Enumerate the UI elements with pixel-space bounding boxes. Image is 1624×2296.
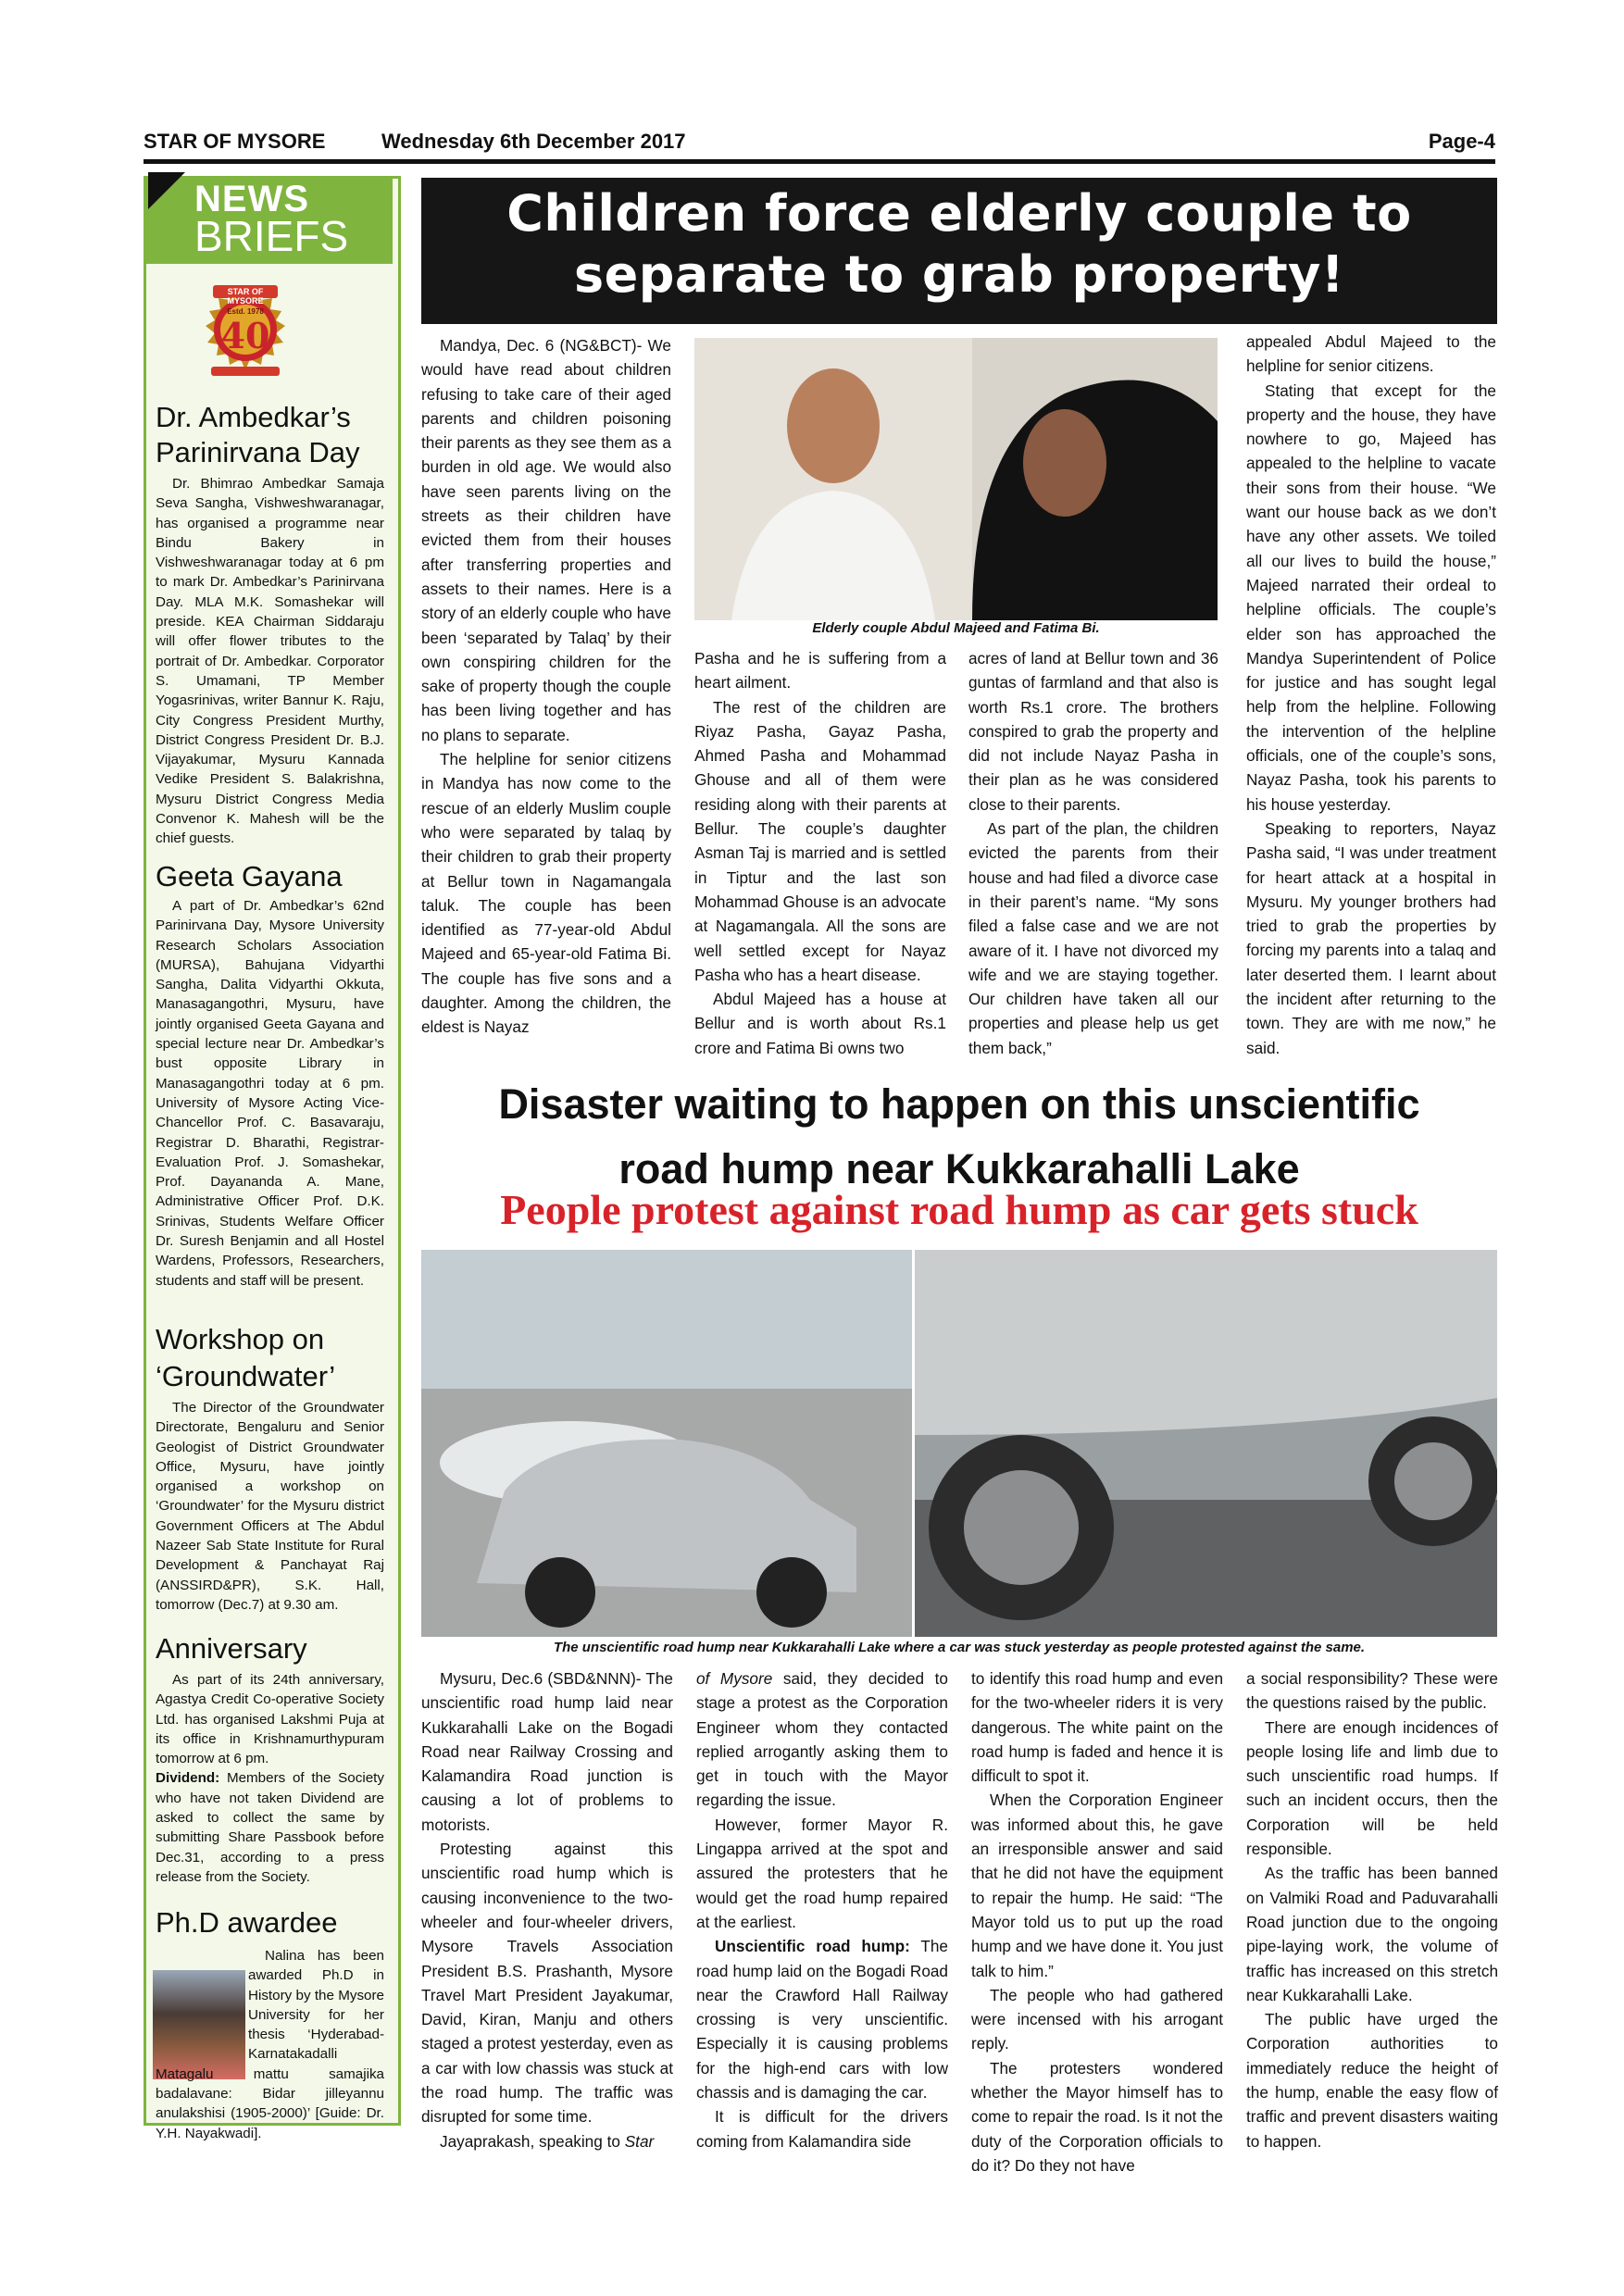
story2-column-4 <box>1246 1666 1498 2153</box>
paragraph: Protesting against this unscientific road hump which is causing inconvenience to the two-wheeler and four-wheeler drivers, Mysore Travels Association President B.S. Prashanth, Mysore Travel Mart President Jayakumar, David, Kiran, Manju and others staged a protest yesterday, even as a car with low chassis was stuck at the road hump. The traffic was disrupted for some time. <box>421 1840 673 2127</box>
paragraph: As the traffic has been banned on Valmiki Road and Paduvarahalli Road junction due to the ongoing pipe-laying work, the volume of traffic has increased on this stretch near Kukkarahalli Lake. <box>1246 1864 1498 2004</box>
brief-heading: Workshop on <box>156 1323 325 1355</box>
story2-column-1 <box>421 1666 673 2153</box>
logo-number: 40 <box>220 315 270 356</box>
story1-headline <box>421 183 1497 306</box>
paragraph: When the Corporation Engineer was informed about this, he gave an irresponsible answer and said that he did not have the equipment to repair the hump. He said: “The Mayor told us to put up the road hump and we have done it. You just talk to him.” <box>971 1791 1223 1980</box>
logo-estd: Estd. 1978 <box>227 307 264 316</box>
story1-column-1 <box>421 333 671 1040</box>
paragraph <box>696 1934 948 2104</box>
paragraph: appealed Abdul Majeed to the helpline for senior citizens. <box>1246 332 1496 376</box>
paragraph: The rest of the children are Riyaz Pasha, Gayaz Pasha, Ahmed Pasha and Mohammad Ghouse and all of them were residing along with their parents at Bellur. The couple’s daughter Asman Taj is married and is settled in Tiptur and the last son Mohammad Ghouse is an advocate at Nagamangala. All the sons are well settled except for Nayaz Pasha who has a heart disease. <box>694 697 946 984</box>
page-number: Page-4 <box>1428 130 1495 153</box>
paragraph: acres of land at Bellur town and 36 guntas of farmland and that also is worth Rs.1 crore. The brothers conspired to grab the property and did not include Nayaz Pasha in their plan as he was considered close to their parents. <box>968 649 1218 814</box>
parked-cars-photo <box>421 1250 912 1637</box>
headline-line: separate to grab property! <box>574 245 1344 304</box>
paragraph: a social responsibility? These were the questions raised by the public. <box>1246 1669 1498 1713</box>
story1-column-3 <box>968 646 1218 1060</box>
brief-body: Dr. Bhimrao Ambedkar Samaja Seva Sangha, Vishweshwaranagar, has organised a programme near Bindu Bakery in Vishweshwaranagar today at 6 pm to mark Dr. Ambedkar’s Parinirvana Day. MLA M.K. Somashekar will preside. KEA Chairman Siddaraju will offer flower tributes to the portrait of Dr. Ambedkar. Corporator S. Umamani, TP Member Yogasrinivas, writer Bannur K. Raju, City Congress President Murthy, District Congress President Dr. B.J. Vijayakumar, Mysuru Kannada Vedike President S. Balakrishna, Mysuru District Congress Media Convenor K. Mahesh will be the chief guests. <box>156 476 384 847</box>
elderly-couple-photo <box>694 338 1218 620</box>
paragraph: to identify this road hump and even for the two-wheeler riders it is very dangerous. The white paint on the road hump is faded and hence it is difficult to spot it. <box>971 1669 1223 1786</box>
paragraph: It is difficult for the drivers coming from Kalamandira side <box>696 2107 948 2151</box>
story1-column-4 <box>1246 330 1496 1060</box>
brief-text: Nalina has been awarded Ph.D in History by the Mysore University for her thesis ‘Hyderabad-Karnatakadalli Matagalu mattu samajika badalavane: Bidar jilleyannu anulakshisi (1905-2000)’ [Guide: Dr. Y.H. Nayakwadi]. <box>156 1948 384 2141</box>
brief-body <box>156 1670 384 1887</box>
paragraph: The protesters wondered whether the Mayor himself has to come to repair the road. Is it not the duty of the Corporation officials to do it? Do they not have <box>971 2058 1223 2175</box>
brief-body: The Director of the Groundwater Directorate, Bengaluru and Senior Geologist of District Groundwater Office, Mysuru, have jointly organised a workshop on ‘Groundwater’ for the Mysuru district Government Officers at The Abdul Nazeer Sab State Institute for Rural Development & Panchayat Raj (ANSSIRD&PR), S.K. Hall, tomorrow (Dec.7) at 9.30 am. <box>156 1400 384 1613</box>
paragraph: Speaking to reporters, Nayaz Pasha said, “I was under treatment for heart attack at a hospital in Mysuru. My younger brothers had tried to grab the properties by forcing my parents into a talaq and later deserted them. I learnt about the incident after returning to the town. They are with me now,” he said. <box>1246 818 1496 1057</box>
photo-spacer <box>156 1946 248 2061</box>
paper-name: STAR OF MYSORE <box>144 130 326 153</box>
paragraph: Abdul Majeed has a house at Bellur and is worth about Rs.1 crore and Fatima Bi owns two <box>694 990 946 1057</box>
paragraph <box>421 2129 673 2153</box>
brief-body <box>156 1946 384 2143</box>
headline-line: Disaster waiting to happen on this unscientific <box>498 1080 1420 1128</box>
story2-subhead: People protest against road hump as car gets stuck <box>500 1186 1418 1233</box>
briefs-label: BRIEFS <box>194 212 349 260</box>
italic-text: Star <box>624 2131 655 2151</box>
brief-heading: Anniversary <box>156 1632 307 1665</box>
brief-body: A part of Dr. Ambedkar’s 62nd Parinirvana Day, Mysore University Research Scholars Association (MURSA), Bahujana Vidyarthi Sangha, Dalita Vidyarthi Okkuta, Manasagangothri, Mysuru, have jointly organised Geeta Gayana and special lecture near Dr. Ambedkar’s bust opposite Library in Manasagangothri today at 6 pm. University of Mysore Acting Vice-Chancellor Prof. C. Basavaraju, Registrar D. Bharathi, Registrar-Evaluation Prof. J. Somashekar, Prof. Dayananda A. Mane, Administrative Officer Prof. D.K. Srinivas, Students Welfare Officer Dr. Suresh Benjamin and all Hostel Wardens, Professors, Researchers, students and staff will be present. <box>156 898 384 1289</box>
brief-heading: Parinirvana Day <box>156 436 360 468</box>
brief-text: Members of the Society who have not taken Dividend are asked to collect the same by submitting Share Passbook before Dec.31, according to a press release from the Society. <box>156 1770 384 1885</box>
text: said, they decided to stage a protest as the Corporation Engineer whom they contacted replied arrogantly asking them to get in touch with the Mayor regarding the issue. <box>696 1669 948 1810</box>
paragraph: Mandya, Dec. 6 (NG&BCT)- We would have read about children refusing to take care of their aged parents and children poisoning their parents as they see them as a burden in old age. We would also have seen parents living on the streets as their children have evicted them from their houses after transferring properties and assets to their names. Here is a story of an elderly couple who have been ‘separated by Talaq’ by their own conspiring children for the sake of property though the couple has been living together and has no plans to separate. <box>421 336 671 744</box>
news-label: NEWS <box>194 179 309 219</box>
text: Jayaprakash, speaking to <box>440 2131 620 2151</box>
photo-caption: Elderly couple Abdul Majeed and Fatima Bi. <box>812 620 1100 636</box>
paragraph: Stating that except for the property and the house, they have nowhere to go, Majeed has appealed to the helpline to vacate their sons from their house. “We want our house back as we don’t have any other assets. We toiled all our lives to build the house,” Majeed narrated their ordeal to helpline officials. The couple’s elder son has approached the Mandya Superintendent of Police for justice and has sought legal help from the helpline. Following the intervention of the helpline officials, one of the couple’s sons, Nayaz Pasha, took his parents to his house yesterday. <box>1246 381 1496 814</box>
paragraph: The helpline for senior citizens in Mandya has now come to the rescue of an elderly Muslim couple who were separated by talaq by their children to grab their property at Bellur town in Nagamangala taluk. The couple has been identified as 77-year-old Abdul Majeed and 65-year-old Fatima Bi. The couple has five sons and a daughter. Among the children, the eldest is Nayaz <box>421 750 671 1037</box>
paragraph: There are enough incidences of people losing life and limb due to such unscientific road humps. If such an incident occurs, then the Corporation will be held responsible. <box>1246 1717 1498 1859</box>
bold-lead: Unscientific road hump: <box>715 1937 910 1956</box>
dividend-label: Dividend: <box>156 1770 220 1787</box>
brief-text: As part of its 24th anniversary, Agastya Credit Co-operative Society Ltd. has organised Lakshmi Puja at its office in Krishnamurthypuram tomorrow at 6 pm. <box>156 1672 384 1767</box>
headline-line: road hump near Kukkarahalli Lake <box>618 1145 1300 1192</box>
issue-date: Wednesday 6th December 2017 <box>381 130 686 153</box>
corner-flag-icon <box>148 172 185 209</box>
brief-heading: ‘Groundwater’ <box>156 1360 336 1392</box>
brief-heading: Dr. Ambedkar’s <box>156 401 351 433</box>
story2-headline <box>421 1072 1497 1202</box>
paragraph: However, former Mayor R. Lingappa arrived at the spot and assured the protesters that he would get the road hump repaired at the earliest. <box>696 1815 948 1931</box>
paragraph: Pasha and he is suffering from a heart ailment. <box>694 649 946 693</box>
car-on-hump-photo <box>915 1250 1497 1637</box>
paragraph <box>696 1666 948 1813</box>
paragraph: Mysuru, Dec.6 (SBD&NNN)- The unscientific road hump laid near Kukkarahalli Lake on the Bogadi Road near Railway Crossing and Kalamandira Road junction is causing a lot of problems to motorists. <box>421 1669 673 1834</box>
italic-text: of Mysore <box>696 1669 773 1688</box>
paragraph: The public have urged the Corporation authorities to immediately reduce the height of the hump, enable the easy flow of traffic and prevent disasters waiting to happen. <box>1246 2010 1498 2151</box>
logo-title: STAR OF MYSORE <box>227 287 264 306</box>
story1-column-2 <box>694 646 946 1060</box>
story2-column-2 <box>696 1666 948 2153</box>
paragraph: As part of the plan, the children evicted the parents from their house and had filed a divorce case in their parent’s name. “My sons filed a false case and we are not aware of it. I have not divorced my wife and we are staying together. Our children have taken all our properties and please help us get them back,” <box>968 819 1218 1057</box>
story2-column-3 <box>971 1666 1223 2177</box>
masthead <box>144 130 1495 164</box>
headline-line: Children force elderly couple to <box>506 184 1412 243</box>
paragraph: The people who had gathered were incensed with his arrogant reply. <box>971 1985 1223 2053</box>
brief-heading: Ph.D awardee <box>156 1906 338 1939</box>
anniversary-logo <box>185 278 306 389</box>
photo-caption: The unscientific road hump near Kukkarahalli Lake where a car was stuck yesterday as people protested against the same. <box>553 1640 1366 1655</box>
brief-heading: Geeta Gayana <box>156 860 343 892</box>
text: The road hump laid on the Bogadi Road near the Crawford Hall Railway crossing is very unscientific. Especially it is causing problems for the high-end cars with low chassis and is damaging the car. <box>696 1937 948 2103</box>
